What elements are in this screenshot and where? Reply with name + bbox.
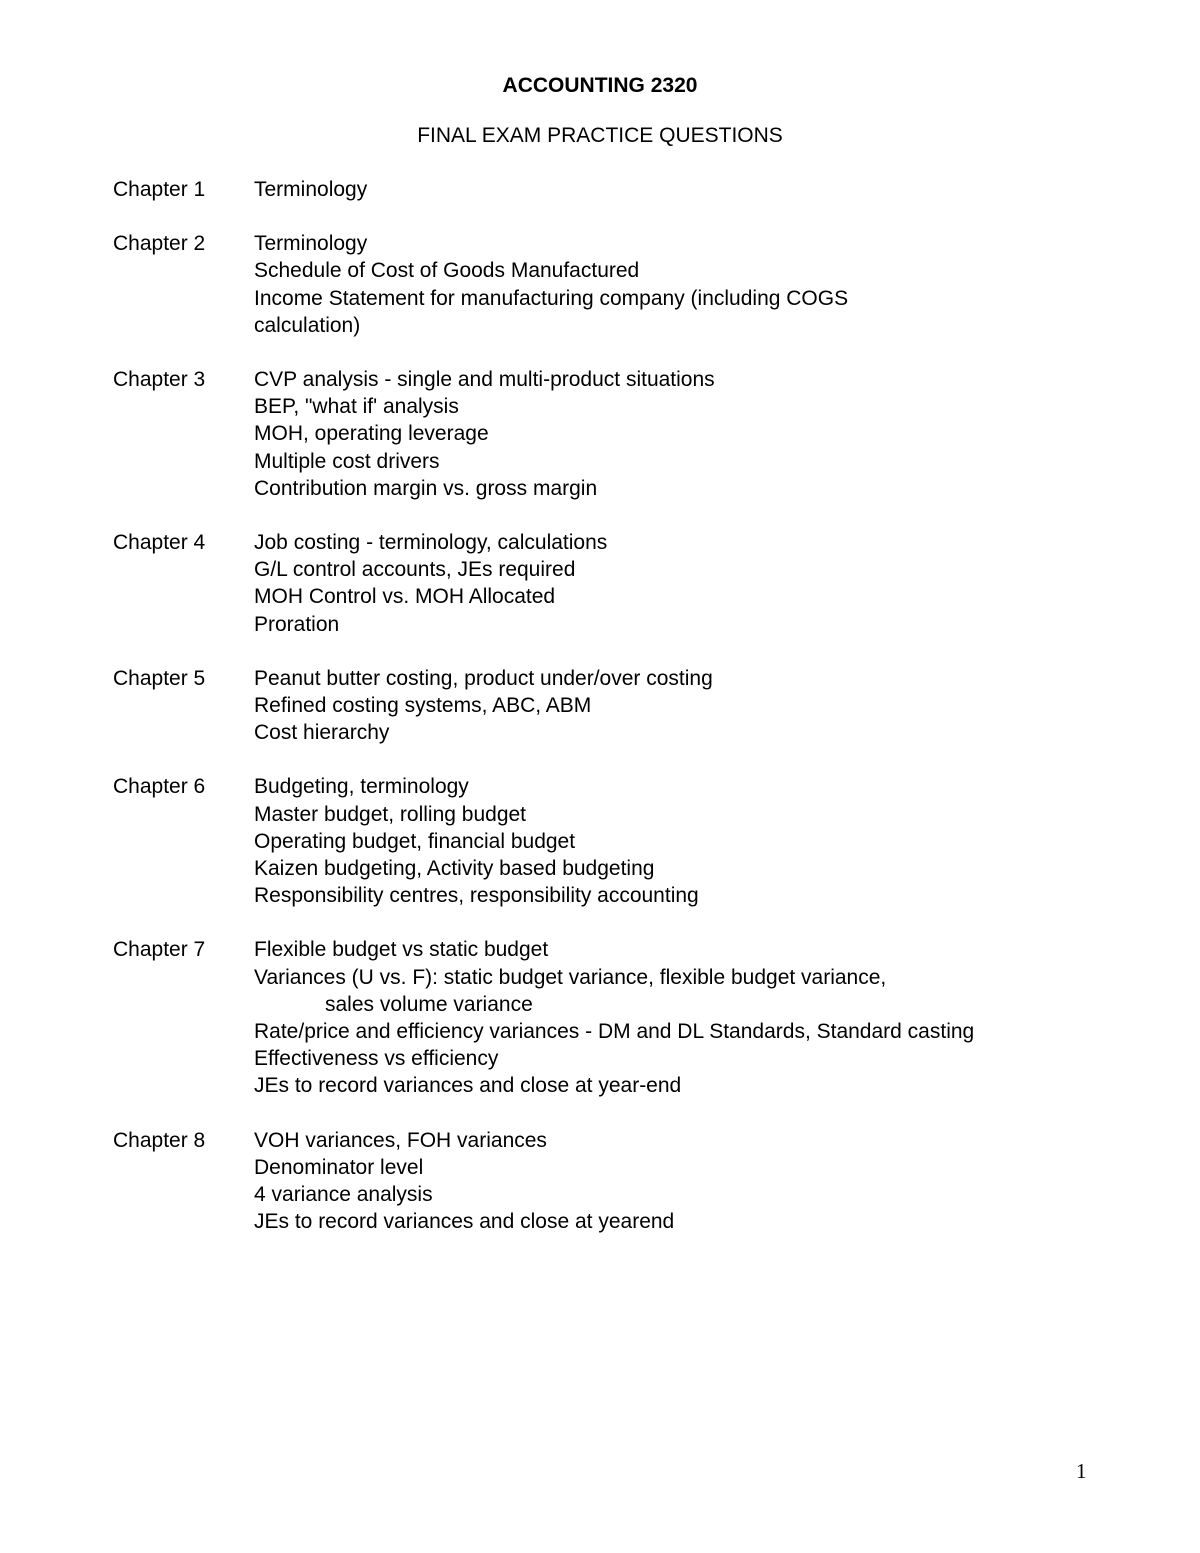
topic-item: calculation): [254, 313, 361, 337]
topic-item: Schedule of Cost of Goods Manufactured: [254, 259, 640, 283]
chapter-1: [113, 176, 1113, 203]
topic-item: Responsibility centres, responsibility accounting: [254, 884, 699, 908]
topic-item: JEs to record variances and close at year-end: [254, 1074, 682, 1098]
chapter-list: [113, 176, 1113, 1236]
topic-item: Operating budget, financial budget: [254, 829, 576, 853]
topic-item: G/L control accounts, JEs required: [254, 558, 576, 582]
topic-item: BEP, "what if' analysis: [254, 395, 459, 419]
chapter-topics: [254, 176, 1113, 203]
topic-item: Denominator level: [254, 1155, 424, 1179]
chapter-topics: [254, 529, 1113, 638]
topic-item: Job costing - terminology, calculations: [254, 531, 608, 555]
chapter-label: Chapter 2: [113, 232, 206, 256]
topic-item: Cost hierarchy: [254, 721, 390, 745]
topic-item: Variances (U vs. F): static budget variance, flexible budget variance,: [254, 965, 887, 989]
chapter-topics: [254, 936, 1113, 1099]
topic-item: Peanut butter costing, product under/over costing: [254, 666, 713, 690]
topic-item: Proration: [254, 612, 340, 636]
chapter-2: [113, 230, 1113, 339]
topic-item: CVP analysis - single and multi-product situations: [254, 368, 715, 392]
topic-item: Income Statement for manufacturing company (including COGS: [254, 286, 849, 310]
chapter-topics: [254, 230, 1113, 339]
chapter-8: [113, 1127, 1113, 1236]
document-subtitle: FINAL EXAM PRACTICE QUESTIONS: [417, 124, 783, 147]
chapter-label: Chapter 4: [113, 531, 206, 555]
topic-item: VOH variances, FOH variances: [254, 1128, 547, 1152]
chapter-4: [113, 529, 1113, 638]
chapter-3: [113, 366, 1113, 502]
document-title: ACCOUNTING 2320: [502, 74, 698, 97]
chapter-label: Chapter 5: [113, 666, 206, 690]
topic-item: Contribution margin vs. gross margin: [254, 476, 598, 500]
topic-item: Terminology: [254, 178, 368, 201]
topic-item: Master budget, rolling budget: [254, 802, 527, 826]
chapter-topics: [254, 665, 1113, 747]
topic-item: Refined costing systems, ABC, ABM: [254, 694, 592, 718]
topic-item: 4 variance analysis: [254, 1183, 433, 1207]
topic-item: MOH Control vs. MOH Allocated: [254, 585, 556, 609]
chapter-label: Chapter 7: [113, 938, 206, 962]
chapter-5: [113, 665, 1113, 747]
chapter-7: [113, 936, 1113, 1099]
chapter-topics: [254, 773, 1113, 909]
page-number: 1: [1076, 1459, 1087, 1483]
chapter-6: [113, 773, 1113, 909]
topic-item-continuation: sales volume variance: [325, 992, 533, 1016]
topic-item: Kaizen budgeting, Activity based budgeting: [254, 857, 655, 881]
chapter-topics: [254, 1127, 1113, 1236]
chapter-topics: [254, 366, 1113, 502]
topic-item: Flexible budget vs static budget: [254, 938, 549, 962]
topic-item: Budgeting, terminology: [254, 775, 469, 799]
topic-item: JEs to record variances and close at yearend: [254, 1210, 675, 1234]
topic-item: MOH, operating leverage: [254, 422, 489, 446]
chapter-label: Chapter 8: [113, 1128, 206, 1152]
chapter-label: Chapter 6: [113, 775, 206, 799]
chapter-label: Chapter 3: [113, 368, 206, 392]
topic-item: Multiple cost drivers: [254, 449, 440, 473]
topic-item: Terminology: [254, 232, 368, 256]
topic-item: Effectiveness vs efficiency: [254, 1047, 499, 1071]
chapter-label: Chapter 1: [113, 178, 206, 201]
topic-item: Rate/price and efficiency variances - DM and DL Standards, Standard casting: [254, 1020, 975, 1044]
